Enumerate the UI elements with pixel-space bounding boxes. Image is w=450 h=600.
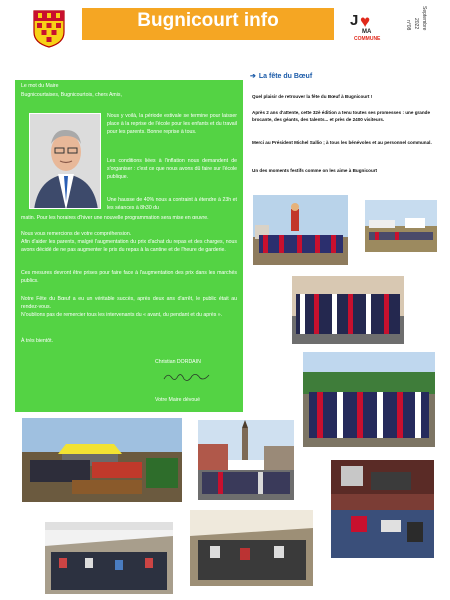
section-paragraph-3: Un des moments festifs comme on les aime à Bugnicourt: [252, 168, 378, 173]
letter-signoff: À très bientôt.: [21, 338, 54, 344]
arrow-right-icon: ➔: [250, 73, 256, 80]
logo-letter: J: [350, 12, 359, 29]
photo-brocante-stall: [331, 460, 434, 558]
letter-paragraph-7: Ces mesures devront être prises pour faire face à l'augmentation des prix dans les marchés publics.: [21, 270, 237, 284]
jaime-ma-commune-logo: [350, 12, 390, 44]
letter-paragraph-4: matin. Pour les horaires d'hiver une nouvelle programmation sera mise en œuvre.: [21, 215, 209, 221]
photo-dining-tent-2: [190, 510, 313, 586]
letter-greeting: Bugnicourtaises, Bugnicourtois, chers Amis,: [21, 92, 122, 98]
section-intro: Quel plaisir de retrouver la fête du Bœuf à Bugnicourt !: [252, 94, 373, 99]
issue-number: n°08: [405, 20, 411, 31]
photo-field-crowd: [365, 200, 437, 252]
photo-dining-tent-1: [45, 522, 173, 594]
header-banner: [0, 0, 450, 58]
page-title: Bugnicourt info: [137, 10, 279, 31]
issue-month: Septembre: [421, 6, 427, 31]
mayor-letter-panel: [15, 80, 243, 412]
signature-name: Christian DORDAIN: [155, 359, 201, 365]
section-title-text: La fête du Bœuf: [258, 73, 313, 80]
issue-year: 2022: [413, 18, 419, 30]
section-paragraph-1: Après 2 ans d'attente, cette 32è édition a tenu toutes ses promesses : une grande brocante, des géants, des talents... et près de 2400 visiteurs.: [252, 110, 431, 122]
heart-icon: ♥: [360, 12, 371, 31]
signature-title: Votre Maire dévoué: [155, 397, 200, 403]
letter-paragraph-9: N'oublions pas de remercier tous les intervenants du « avant, du pendant et du après ».: [21, 312, 223, 318]
logo-commune: COMMUNE: [354, 36, 381, 42]
handwritten-signature: [162, 370, 212, 384]
title-band: [82, 8, 334, 40]
section-title: [250, 72, 312, 80]
letter-paragraph-5: Nous vous remercions de votre compréhension.: [21, 231, 132, 237]
mayor-portrait-photo: [29, 113, 101, 209]
letter-paragraph-2: Les conditions liées à l'inflation nous demandent de s'organiser : c'est ce que nous avons dû faire sur l'école publique.: [107, 158, 237, 180]
photo-brotherhood-parade: [303, 352, 435, 447]
logo-ma: MA: [362, 29, 372, 35]
letter-paragraph-1: Nous y voilà, la période estivale se termine pour laisser place à la reprise de l'école pour les enfants et du travail pour les parents. Bonne reprise à tous.: [107, 113, 237, 135]
photo-ox-roast-tent: [22, 418, 182, 502]
photo-village-street: [198, 420, 294, 500]
photo-giants-group: [253, 195, 348, 265]
photo-officials-line: [292, 276, 404, 344]
letter-paragraph-8: Notre Fête du Bœuf a eu un véritable succès, après deux ans d'arrêt, le public était au rendez-vous.: [21, 296, 237, 310]
letter-paragraph-3: Une hausse de 40% nous a contraint à étendre à 23h et les séances à 8h30 du: [107, 197, 237, 211]
letter-paragraph-6: Afin d'aider les parents, malgré l'augmentation du prix d'achat du repas et des charges, nous avons décidé de ne pas augmenter le prix du repas à la cantine et de l'heure de garderie.: [21, 239, 237, 253]
town-crest-logo: [33, 10, 65, 48]
letter-heading: Le mot du Maire: [21, 83, 59, 89]
section-paragraph-2: Merci au Président Michel Sallio ; à tous les bénévoles et au personnel communal.: [252, 140, 432, 145]
